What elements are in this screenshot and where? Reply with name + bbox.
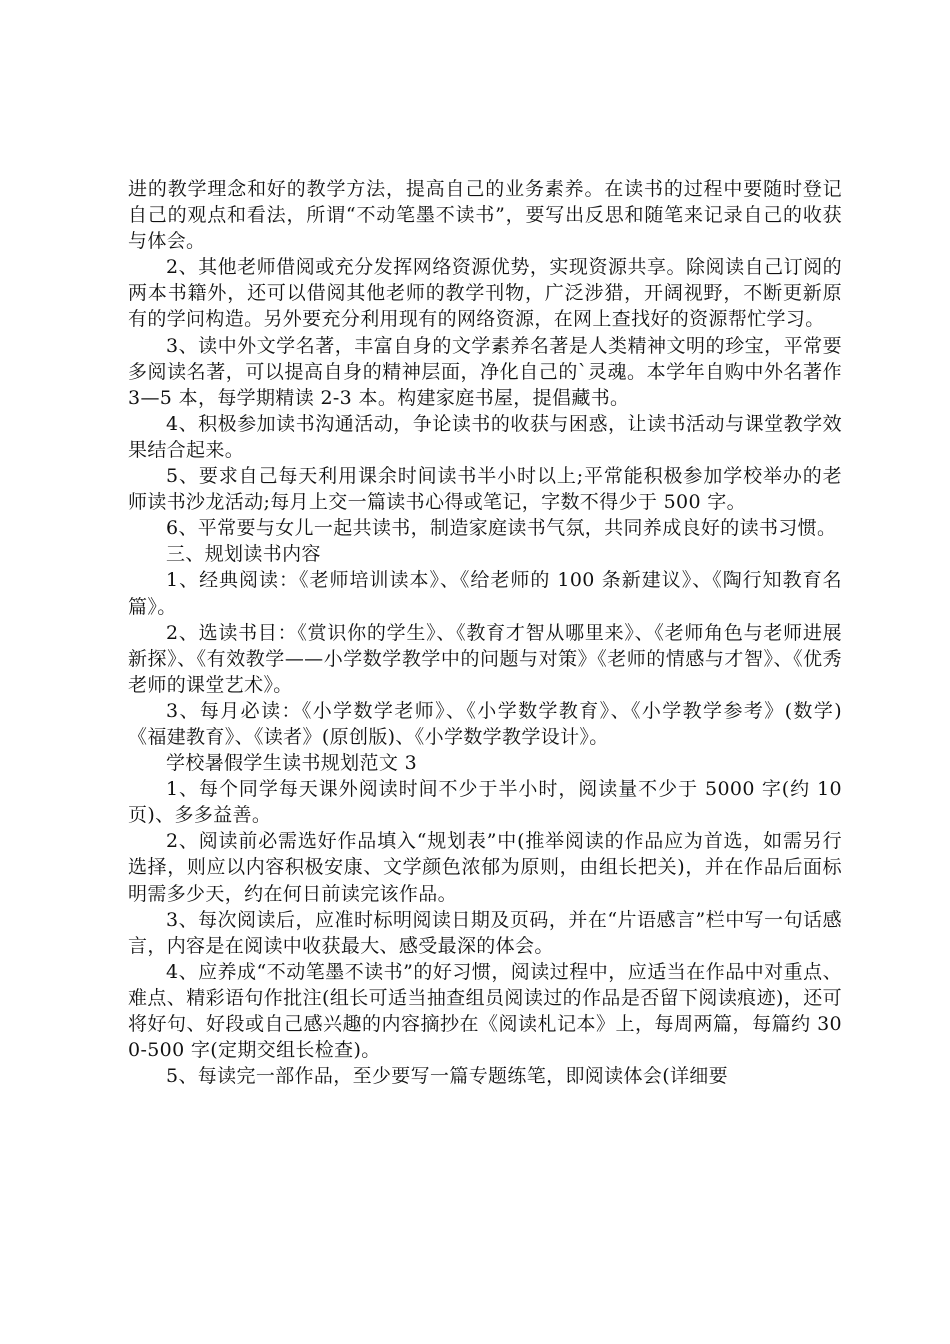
reading-list-monthly: 3、每月必读：《小学数学老师》、《小学数学教育》、《小学教学参考》(数学)《福建教育》、《读者》(原创版)、《小学数学教学设计》。 [128,699,842,748]
article-title-3: 学校暑假学生读书规划范文 3 [166,752,418,775]
rule-item-2: 2、阅读前必需选好作品填入“规划表”中(推举阅读的作品应为首选，如需另行选择，则应以内容积极安康、文学颜色浓郁为原则，由组长把关)，并在作品后面标明需多少天，约在何日前读完该作品。 [128,830,842,905]
reading-list-selected: 2、选读书目：《赏识你的学生》、《教育才智从哪里来》、《老师角色与老师进展新探》、《有效教学——小学数学教学中的问题与对策》《老师的情感与才智》、《优秀老师的课堂艺术》。 [128,621,842,696]
reading-list-classic: 1、经典阅读：《老师培训读本》、《给老师的 100 条新建议》、《陶行知教育名篇》。 [128,569,842,618]
rule-item-3: 3、每次阅读后，应准时标明阅读日期及页码，并在“片语感言”栏中写一句话感言，内容是在阅读中收获最大、感受最深的体会。 [128,908,842,957]
rule-item-4: 4、应养成“不动笔墨不读书”的好习惯，阅读过程中，应适当在作品中对重点、难点、精彩语句作批注(组长可适当抽查组员阅读过的作品是否留下阅读痕迹)，还可将好句、好段或自己感兴趣的内容摘抄在《阅读札记本》上，每周两篇，每篇约 300-500 字(定期交组长检查)。 [128,960,842,1062]
section-heading-3: 三、规划读书内容 [166,543,321,566]
paragraph-item-2: 2、其他老师借阅或充分发挥网络资源优势，实现资源共享。除阅读自己订阅的两本书籍外，还可以借阅其他老师的教学刊物，广泛涉猎，开阔视野，不断更新原有的学问构造。另外要充分利用现有的网络资源，在网上查找好的资源帮忙学习。 [128,256,842,331]
paragraph-continuation: 进的教学理念和好的教学方法，提高自己的业务素养。在读书的过程中要随时登记自己的观点和看法，所谓“不动笔墨不读书”，要写出反思和随笔来记录自己的收获与体会。 [128,178,842,253]
paragraph-item-3: 3、读中外文学名著，丰富自身的文学素养名著是人类精神文明的珍宝，平常要多阅读名著，可以提高自身的精神层面，净化自己的`灵魂。本学年自购中外名著作 3—5 本，每学期精读 2-3 本。构建家庭书屋，提倡藏书。 [128,334,842,409]
paragraph-item-6: 6、平常要与女儿一起共读书，制造家庭读书气氛，共同养成良好的读书习惯。 [166,517,837,540]
rule-item-1: 1、每个同学每天课外阅读时间不少于半小时，阅读量不少于 5000 字(约 10 页)、多多益善。 [128,778,842,827]
paragraph-item-4: 4、积极参加读书沟通活动，争论读书的收获与困惑，让读书活动与课堂教学效果结合起来。 [128,412,842,461]
paragraph-item-5: 5、要求自己每天利用课余时间读书半小时以上;平常能积极参加学校举办的老师读书沙龙活动;每月上交一篇读书心得或笔记，字数不得少于 500 字。 [128,465,842,514]
rule-item-5: 5、每读完一部作品，至少要写一篇专题练笔，即阅读体会(详细要 [166,1065,729,1088]
document-body [128,176,842,1089]
